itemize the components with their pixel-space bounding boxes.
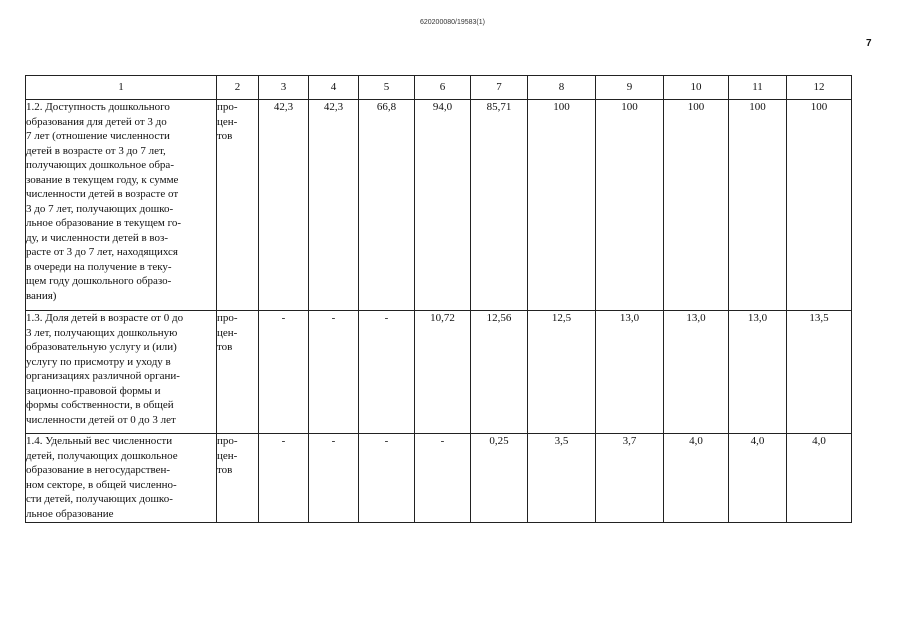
value-cell: - — [359, 311, 415, 434]
text-line: образования для детей от 3 до — [26, 115, 167, 128]
text-line: 1.4. Удельный вес численности — [26, 435, 173, 447]
value-cell: - — [259, 311, 309, 434]
value-cell: 3,5 — [528, 434, 596, 523]
text-line: цен- — [217, 449, 238, 462]
text-line: цен- — [217, 115, 238, 128]
column-header: 9 — [596, 76, 664, 100]
text-line: тов — [217, 464, 233, 476]
column-header: 11 — [729, 76, 787, 100]
column-header: 2 — [217, 76, 259, 100]
value-cell: 42,3 — [259, 100, 309, 311]
column-header: 5 — [359, 76, 415, 100]
value-cell: - — [309, 434, 359, 523]
text-line: про- — [217, 101, 238, 113]
value-cell: 3,7 — [596, 434, 664, 523]
page-number: 7 — [866, 38, 872, 49]
value-cell: 13,0 — [664, 311, 729, 434]
unit-cell — [217, 311, 259, 434]
text-line: численности детей от 0 до 3 лет — [26, 413, 176, 426]
value-cell: 100 — [596, 100, 664, 311]
value-cell: 10,72 — [415, 311, 471, 434]
text-line: сти детей, получающих дошко- — [26, 493, 173, 505]
column-header: 1 — [26, 76, 217, 100]
table-row — [26, 311, 852, 434]
value-cell: - — [359, 434, 415, 523]
text-line: цен- — [217, 326, 238, 339]
value-cell: 42,3 — [309, 100, 359, 311]
value-cell: 100 — [729, 100, 787, 311]
unit-cell — [217, 100, 259, 311]
text-line: детей, получающих дошкольное — [26, 449, 178, 462]
text-line: льное образование в текущем го- — [26, 217, 182, 229]
table-header-row — [26, 76, 852, 100]
table-row — [26, 100, 852, 311]
text-line: 1.3. Доля детей в возрасте от 0 до — [26, 312, 184, 324]
indicators-table — [25, 75, 852, 523]
value-cell: 100 — [787, 100, 852, 311]
column-header: 10 — [664, 76, 729, 100]
text-line: тов — [217, 130, 233, 142]
text-line: про- — [217, 312, 238, 324]
text-line: численности детей в возрасте от — [26, 188, 179, 200]
value-cell: - — [309, 311, 359, 434]
value-cell: 13,0 — [596, 311, 664, 434]
value-cell: 12,5 — [528, 311, 596, 434]
table-row — [26, 434, 852, 523]
value-cell: 0,25 — [471, 434, 528, 523]
value-cell: 12,56 — [471, 311, 528, 434]
indicator-name-cell — [26, 100, 217, 311]
text-line: зование в текущем году, к сумме — [26, 173, 179, 186]
text-line: детей в возрасте от 3 до 7 лет, — [26, 144, 166, 157]
text-line: расте от 3 до 7 лет, находящихся — [26, 246, 178, 258]
text-line: 3 лет, получающих дошкольную — [26, 326, 178, 339]
column-header: 3 — [259, 76, 309, 100]
text-line: ду, и численности детей в воз- — [26, 231, 169, 244]
value-cell: 100 — [528, 100, 596, 311]
text-line: услугу по присмотру и уходу в — [26, 355, 171, 368]
text-line: льное образование — [26, 507, 114, 520]
column-header: 7 — [471, 76, 528, 100]
value-cell: 4,0 — [787, 434, 852, 523]
text-line: в очереди на получение в теку- — [26, 260, 172, 273]
text-line: образовательную услугу и (или) — [26, 341, 177, 353]
column-header: 4 — [309, 76, 359, 100]
text-line: вания) — [26, 289, 57, 302]
text-line: 1.2. Доступность дошкольного — [26, 101, 170, 113]
text-line: зационно-правовой формы и — [26, 384, 161, 397]
value-cell: 100 — [664, 100, 729, 311]
indicator-name-cell — [26, 434, 217, 523]
value-cell: 4,0 — [664, 434, 729, 523]
indicator-name-cell — [26, 311, 217, 434]
text-line: ном секторе, в общей численно- — [26, 478, 177, 491]
text-line: получающих дошкольное обра- — [26, 159, 174, 171]
value-cell: 94,0 — [415, 100, 471, 311]
value-cell: - — [259, 434, 309, 523]
text-line: организациях различной органи- — [26, 370, 180, 382]
unit-cell — [217, 434, 259, 523]
value-cell: - — [415, 434, 471, 523]
text-line: образование в негосударствен- — [26, 464, 171, 476]
value-cell: 13,0 — [729, 311, 787, 434]
value-cell: 13,5 — [787, 311, 852, 434]
text-line: 3 до 7 лет, получающих дошко- — [26, 202, 174, 215]
value-cell: 66,8 — [359, 100, 415, 311]
text-line: тов — [217, 341, 233, 353]
text-line: 7 лет (отношение численности — [26, 130, 170, 142]
value-cell: 85,71 — [471, 100, 528, 311]
value-cell: 4,0 — [729, 434, 787, 523]
text-line: щем году дошкольного образо- — [26, 275, 172, 287]
column-header: 8 — [528, 76, 596, 100]
column-header: 6 — [415, 76, 471, 100]
text-line: про- — [217, 435, 238, 447]
document-id: 620200080/19583(1) — [419, 19, 485, 26]
column-header: 12 — [787, 76, 852, 100]
text-line: формы собственности, в общей — [26, 399, 174, 411]
